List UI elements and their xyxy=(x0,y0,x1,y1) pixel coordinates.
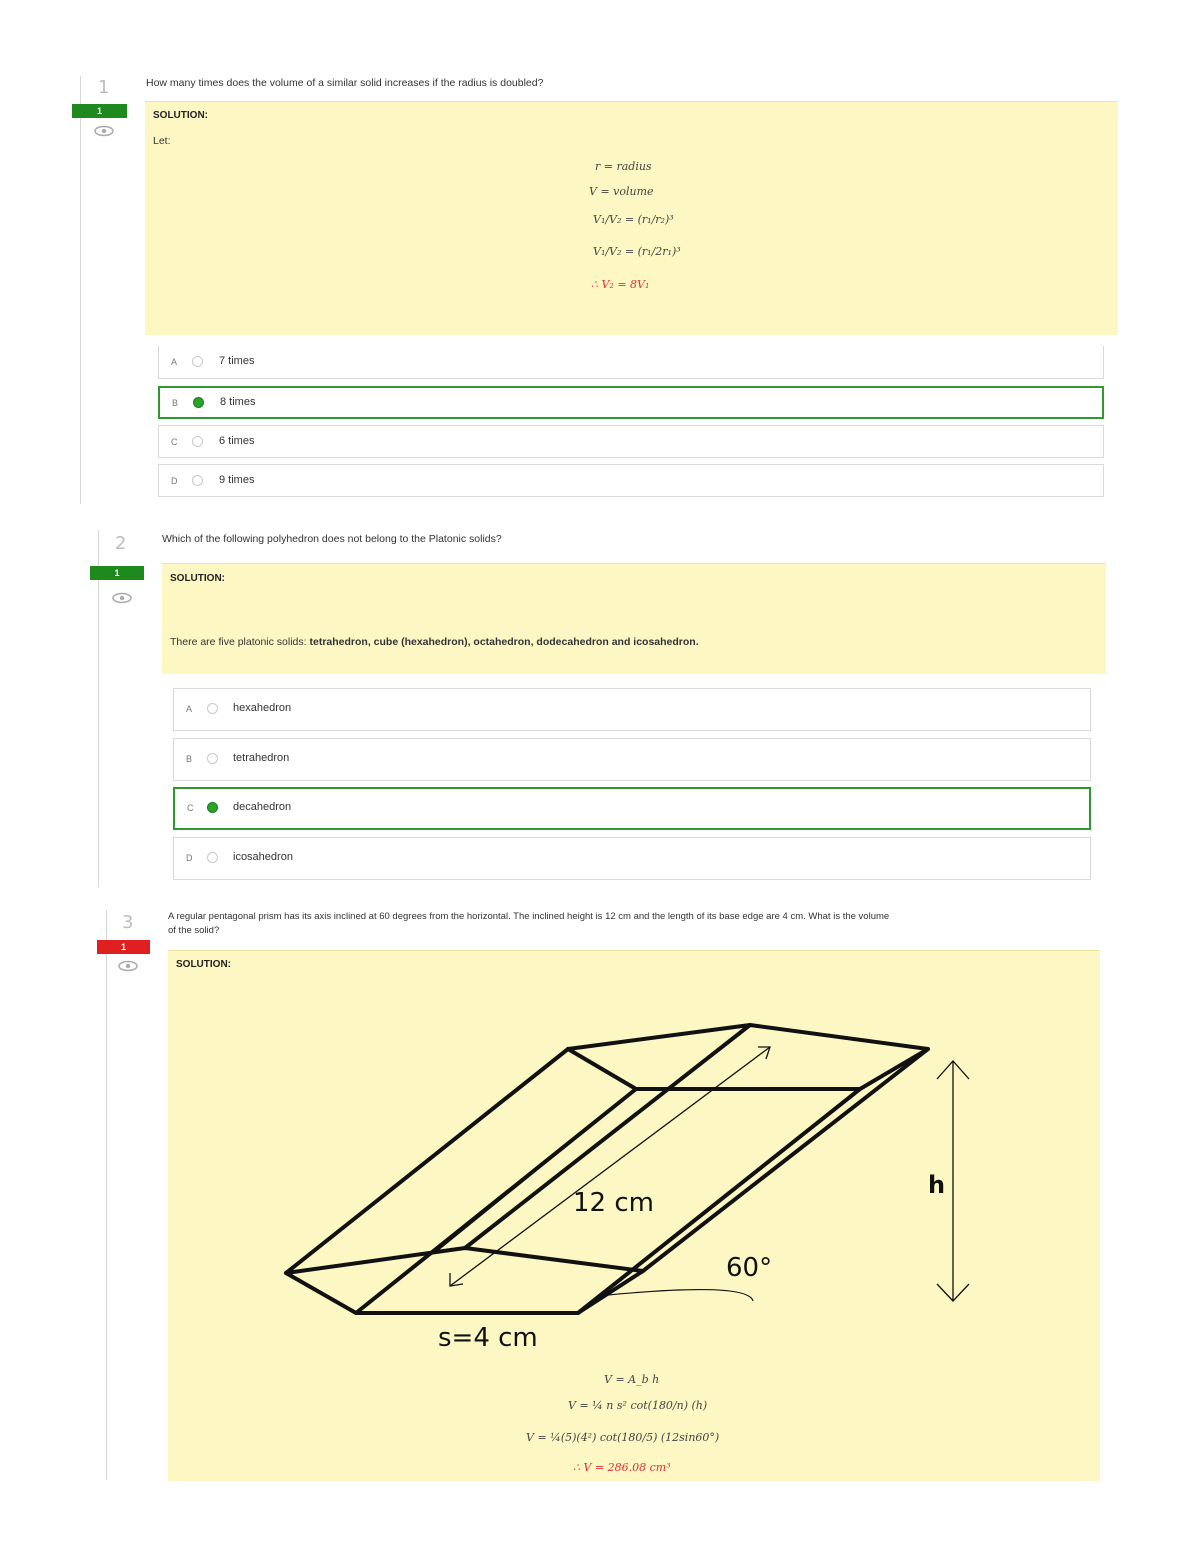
math-result: ∴ V = 286.08 cm³ xyxy=(573,1461,671,1474)
option-d[interactable] xyxy=(173,837,1091,880)
option-b[interactable] xyxy=(158,386,1104,419)
label-angle: 60° xyxy=(726,1253,773,1283)
option-text: 7 times xyxy=(219,355,255,367)
math-line: r = radius xyxy=(595,160,652,173)
math-line: V₁/V₂ = (r₁/2r₁)³ xyxy=(593,245,681,258)
math-result: ∴ V₂ = 8V₁ xyxy=(591,278,650,291)
radio-button-selected[interactable] xyxy=(207,802,218,813)
math-line: V = ¼ n s² cot(180/n) (h) xyxy=(568,1399,708,1412)
option-text: 6 times xyxy=(219,435,255,447)
option-a[interactable] xyxy=(173,688,1091,731)
option-letter: C xyxy=(187,803,194,813)
question-3-number: 3 xyxy=(122,912,134,933)
option-b[interactable] xyxy=(173,738,1091,781)
question-2-text: Which of the following polyhedron does not belong to the Platonic solids? xyxy=(162,533,502,545)
math-line: V = ¼(5)(4²) cot(180/5) (12sin60°) xyxy=(526,1431,720,1444)
question-3-text-line1: A regular pentagonal prism has its axis inclined at 60 degrees from the horizontal. The inclined height is 12 cm and the length of its base edge are 4 cm. What is the volume xyxy=(168,911,890,922)
question-3-text-line2: of the solid? xyxy=(168,925,220,936)
radio-button[interactable] xyxy=(207,852,218,863)
question-1-text: How many times does the volume of a similar solid increases if the radius is doubled? xyxy=(146,77,544,89)
option-c[interactable] xyxy=(158,425,1104,458)
option-letter: D xyxy=(171,476,178,486)
math-line: V = A_b h xyxy=(604,1373,660,1386)
question-2-solution xyxy=(162,563,1106,674)
option-d[interactable] xyxy=(158,464,1104,497)
option-letter: B xyxy=(186,754,193,764)
option-letter: B xyxy=(172,398,179,408)
radio-button[interactable] xyxy=(192,356,203,367)
label-height: h xyxy=(928,1171,946,1199)
solution-title: SOLUTION: xyxy=(170,573,225,584)
solution-intro: Let: xyxy=(153,135,171,147)
option-text: 8 times xyxy=(220,396,256,408)
option-a[interactable] xyxy=(158,346,1104,379)
solution-text-bold: tetrahedron, cube (hexahedron), octahedron, dodecahedron and icosahedron. xyxy=(309,636,699,648)
eye-icon[interactable] xyxy=(94,125,114,137)
option-letter: C xyxy=(171,437,178,447)
option-text: icosahedron xyxy=(233,851,293,863)
question-3-rail xyxy=(106,910,107,1480)
option-letter: D xyxy=(186,853,193,863)
solution-title: SOLUTION: xyxy=(176,959,231,970)
question-1-solution xyxy=(145,101,1118,335)
option-text: hexahedron xyxy=(233,702,292,714)
radio-button[interactable] xyxy=(192,436,203,447)
option-text: tetrahedron xyxy=(233,752,290,764)
pentagonal-prism-diagram xyxy=(168,951,1100,1351)
question-1-rail xyxy=(80,76,81,504)
option-text: 9 times xyxy=(219,474,255,486)
solution-text xyxy=(170,636,699,648)
eye-icon[interactable] xyxy=(112,592,132,604)
solution-text-plain: There are five platonic solids: xyxy=(170,636,310,648)
radio-button[interactable] xyxy=(207,703,218,714)
question-1-score-badge: 1 xyxy=(72,104,127,118)
label-inclined-length: 12 cm xyxy=(573,1188,654,1218)
radio-button[interactable] xyxy=(192,475,203,486)
option-letter: A xyxy=(171,357,178,367)
question-2-number: 2 xyxy=(115,533,127,554)
question-2-score-badge: 1 xyxy=(90,566,144,580)
eye-icon[interactable] xyxy=(118,960,138,972)
option-c[interactable] xyxy=(173,787,1091,830)
question-2-rail xyxy=(98,530,99,887)
question-3-solution xyxy=(168,950,1100,1481)
label-side: s=4 cm xyxy=(438,1323,538,1353)
option-text: decahedron xyxy=(233,801,292,813)
radio-button[interactable] xyxy=(207,753,218,764)
question-3-score-badge: 1 xyxy=(97,940,150,954)
solution-title: SOLUTION: xyxy=(153,110,208,121)
radio-button-selected[interactable] xyxy=(193,397,204,408)
question-1-number: 1 xyxy=(98,77,110,98)
question-3-text xyxy=(168,910,1103,938)
math-line: V = volume xyxy=(589,185,654,198)
math-line: V₁/V₂ = (r₁/r₂)³ xyxy=(593,213,674,226)
option-letter: A xyxy=(186,704,193,714)
